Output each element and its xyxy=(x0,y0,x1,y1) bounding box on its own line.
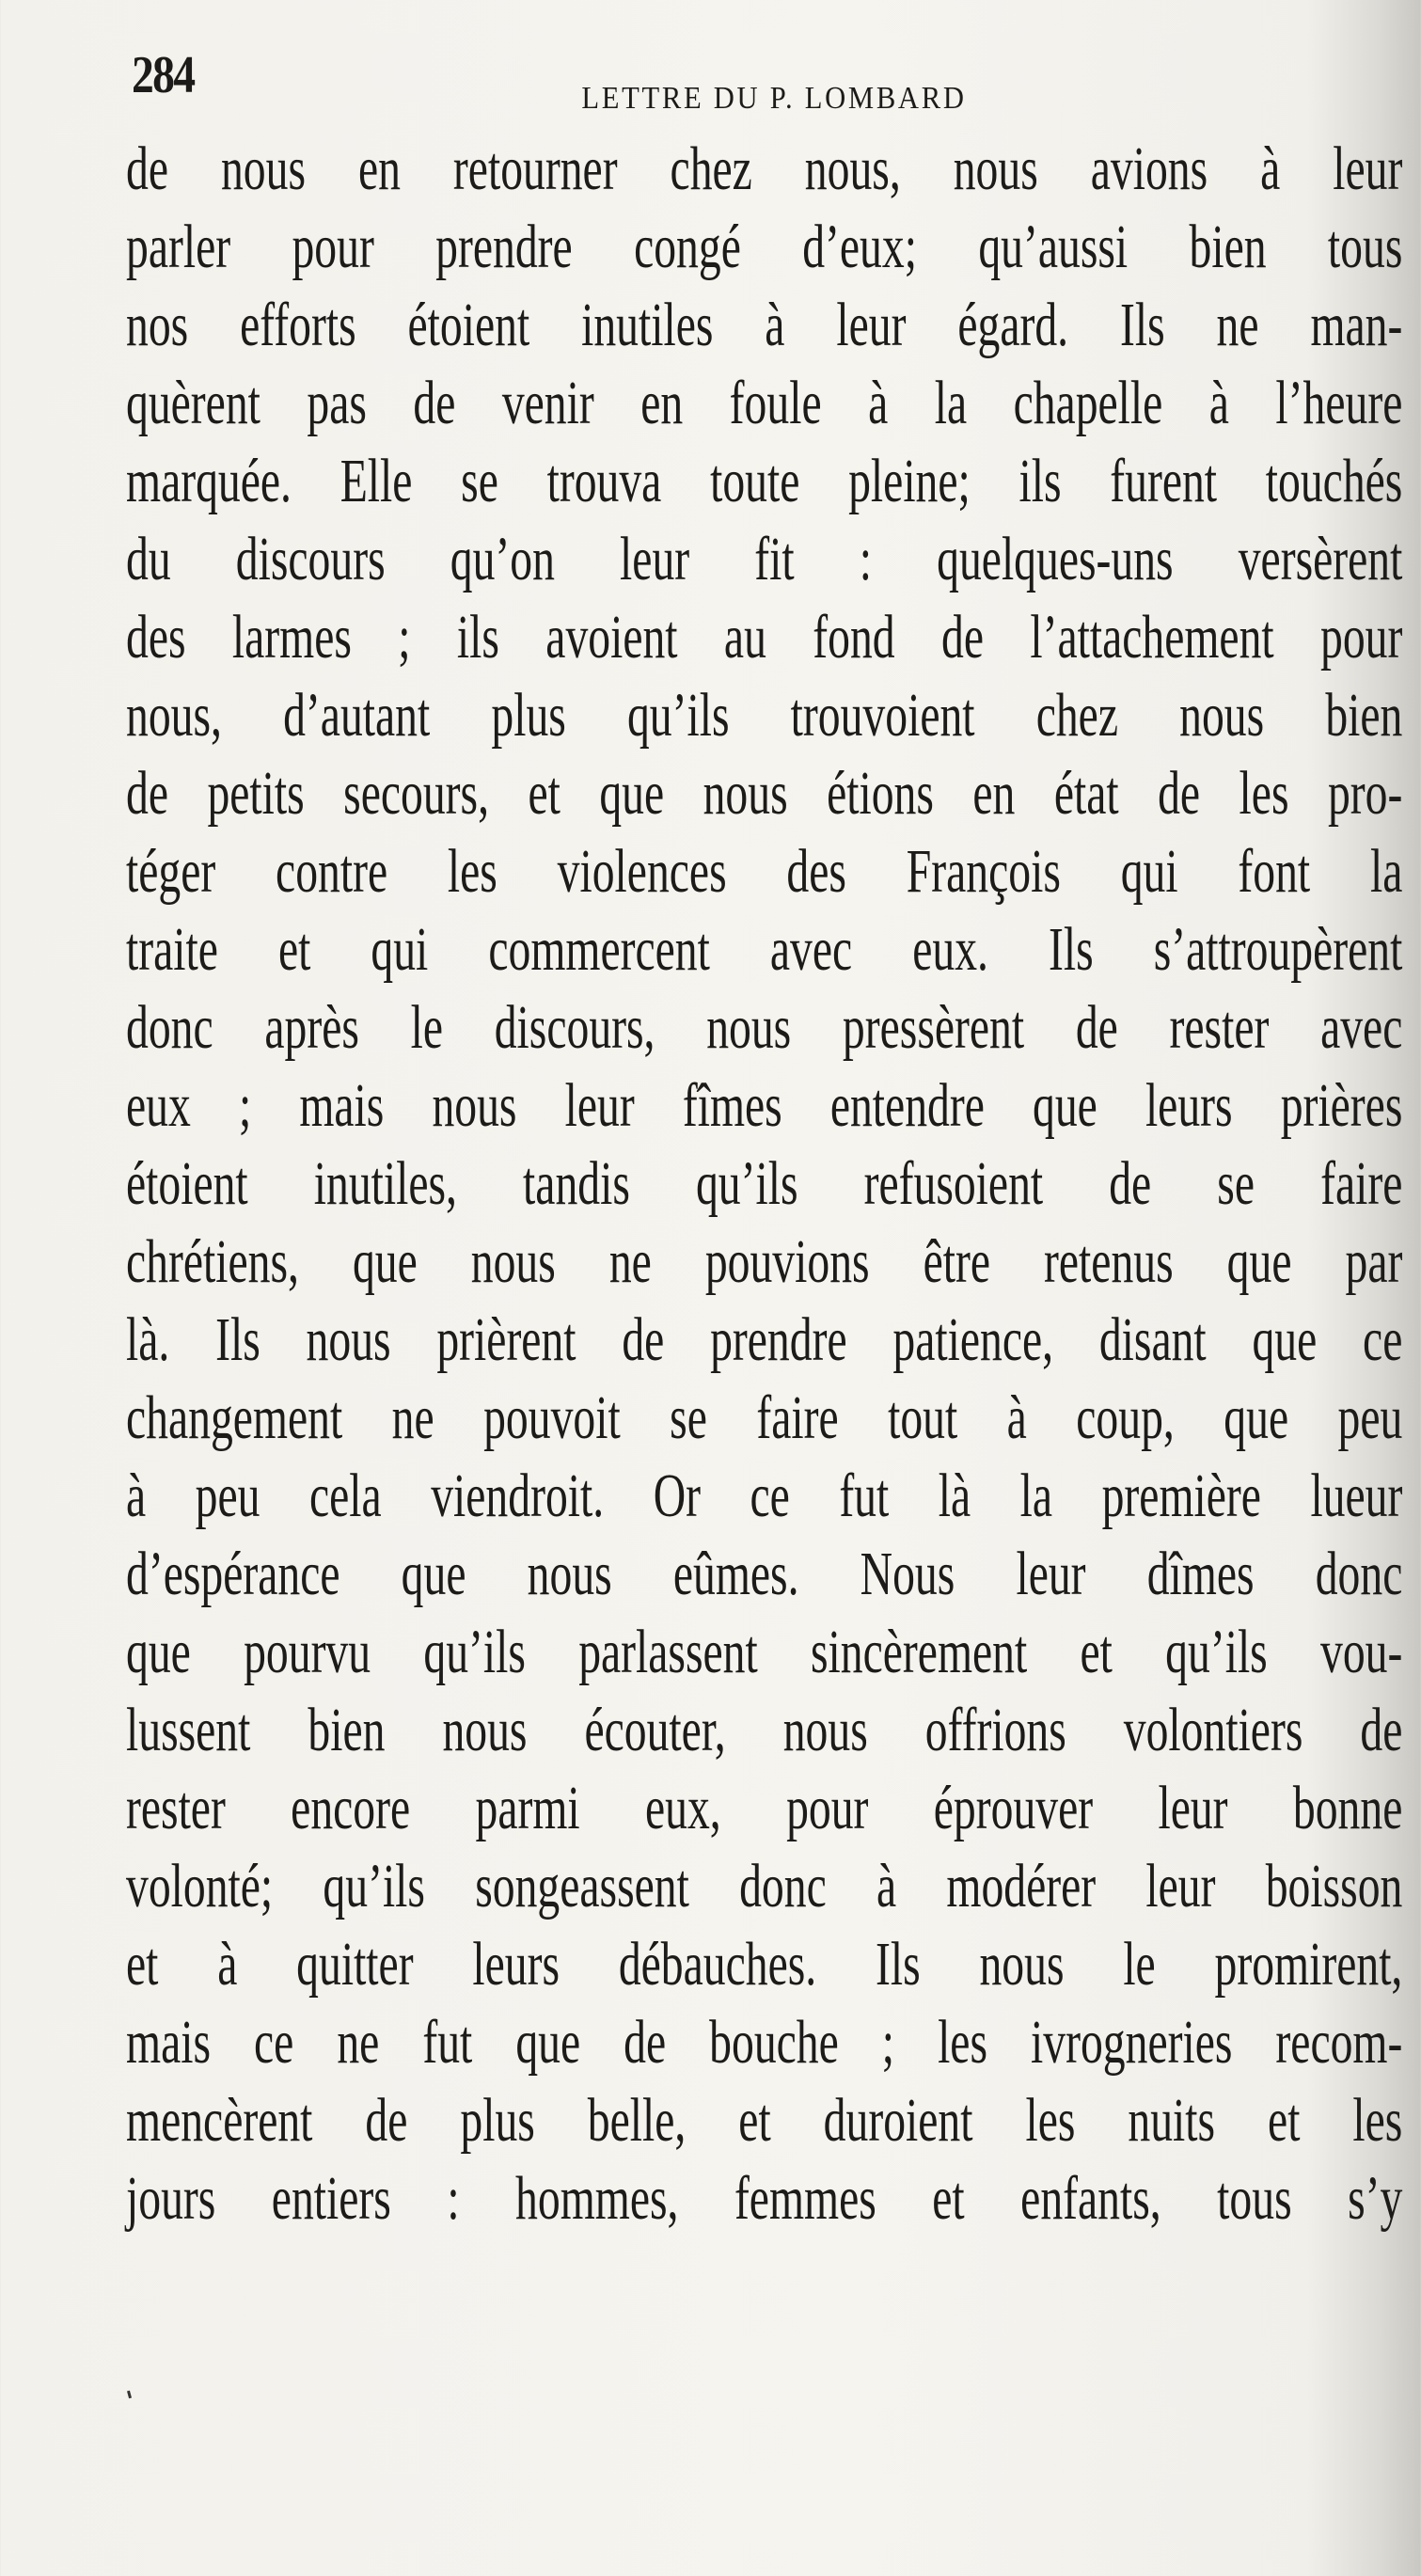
running-head: LETTRE DU P. LOMBARD xyxy=(581,81,967,116)
text-line: des larmes ; ils avoient au fond de l’attachement pour xyxy=(126,603,1403,672)
text-line: nous, d’autant plus qu’ils trouvoient chez nous bien xyxy=(126,681,1403,750)
ink-speck xyxy=(127,2391,132,2399)
text-line: donc après le discours, nous pressèrent de rester avec xyxy=(126,993,1403,1062)
text-line: quèrent pas de venir en foule à la chapelle à l’heure xyxy=(126,369,1403,437)
text-line: étoient inutiles, tandis qu’ils refusoient de se faire xyxy=(126,1149,1403,1218)
text-line: de nous en retourner chez nous, nous avions à leur xyxy=(126,134,1403,203)
text-line: là. Ils nous prièrent de prendre patience, disant que ce xyxy=(126,1305,1403,1374)
text-line: et à quitter leurs débauches. Ils nous le promirent, xyxy=(126,1930,1403,1999)
text-line: jours entiers : hommes, femmes et enfants, tous s’y xyxy=(126,2164,1403,2233)
page-number: 284 xyxy=(132,46,195,104)
text-line: à peu cela viendroit. Or ce fut là la première lueur xyxy=(126,1462,1403,1530)
text-line: traite et qui commercent avec eux. Ils s’attroupèrent xyxy=(126,915,1403,984)
text-line: marquée. Elle se trouva toute pleine; ils furent touchés xyxy=(126,447,1403,515)
text-line: de petits secours, et que nous étions en état de les pro- xyxy=(126,759,1403,828)
text-line: mais ce ne fut que de bouche ; les ivrogneries recom- xyxy=(126,2008,1403,2077)
text-line: chrétiens, que nous ne pouvions être retenus que par xyxy=(126,1227,1403,1296)
text-line: du discours qu’on leur fit : quelques-uns versèrent xyxy=(126,525,1403,593)
text-line: lussent bien nous écouter, nous offrions volontiers de xyxy=(126,1696,1403,1764)
text-line: d’espérance que nous eûmes. Nous leur dîmes donc xyxy=(126,1540,1403,1608)
text-line: changement ne pouvoit se faire tout à coup, que peu xyxy=(126,1383,1403,1452)
text-line: téger contre les violences des François qui font la xyxy=(126,837,1403,906)
text-line: rester encore parmi eux, pour éprouver leur bonne xyxy=(126,1774,1403,1842)
text-line: eux ; mais nous leur fîmes entendre que leurs prières xyxy=(126,1071,1403,1140)
text-line: que pourvu qu’ils parlassent sincèrement et qu’ils vou- xyxy=(126,1618,1403,1686)
text-line: volonté; qu’ils songeassent donc à modérer leur boisson xyxy=(126,1852,1403,1920)
text-line: mencèrent de plus belle, et duroient les nuits et les xyxy=(126,2086,1403,2155)
text-line: nos efforts étoient inutiles à leur égard. Ils ne man- xyxy=(126,291,1403,359)
text-line: parler pour prendre congé d’eux; qu’aussi bien tous xyxy=(126,213,1403,281)
body-text xyxy=(126,130,1421,2237)
